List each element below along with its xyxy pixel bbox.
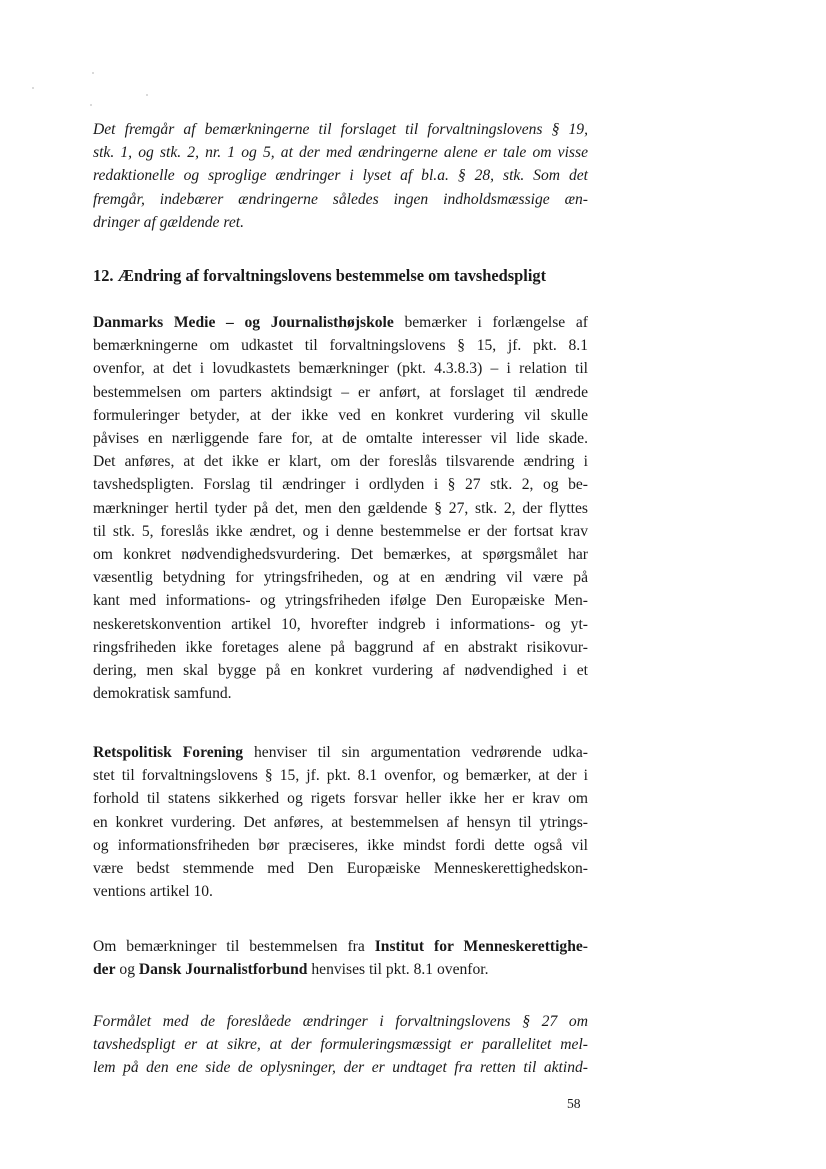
text-line: tavshedspligt er at sikre, at der formuleringsmæssigt er parallelitet mel- [93,1036,588,1054]
text-line: til stk. 5, foreslås ikke ændret, og i denne bestemmelse er der fortsat krav [93,522,588,540]
page-number: 58 [567,1096,581,1111]
text-fragment: Om bemærkninger til bestemmelsen fra [93,938,375,955]
text-fragment: bemærker i forlængelse af [393,314,588,331]
text-line: Det anføres, at det ikke er klart, om der foreslås tilsvarende ændring i [93,453,588,471]
text-line: ventions artikel 10. [93,883,213,901]
text-line: forhold til statens sikkerhed og rigets forsvar heller ikke her er krav om [93,790,588,808]
text-line: kant med informations- og ytringsfriheden ifølge Den Europæiske Men- [93,592,588,610]
text-line: ringsfriheden ikke foretages alene på baggrund af en abstrakt risikovur- [93,638,588,656]
text-line: formuleringer betyder, at der ikke ved en konkret vurdering vil skulle [93,406,588,424]
text-line: dering, men skal bygge på en konkret vurdering af nødvendighed i et [93,662,588,680]
text-line: dringer af gældende ret. [93,213,245,231]
text-line: mærkninger hertil tyder på det, men den gældende § 27, stk. 2, der flyttes [93,499,588,517]
text-line: om konkret nødvendighedsvurdering. Det bemærkes, at spørgsmålet har [93,546,588,564]
text-fragment: henvises til pkt. 8.1 ovenfor. [307,961,489,979]
bold-organization: Institut for Menneskerettighe- [374,938,588,955]
text-line [93,958,588,981]
text-line: tavshedspligten. Forslag til ændringer i ordlyden i § 27 stk. 2, og be- [93,476,588,494]
text-line: redaktionelle og sproglige ændringer i lyset af bl.a. § 28, stk. Som det [93,167,588,185]
paragraph-4 [93,935,588,981]
text-line: væsentlig betydning for ytringsfriheden, og at en ændring vil være på [93,569,588,587]
text-line: neskeretskonvention artikel 10, hvorefter indgreb i informations- og yt- [93,615,588,633]
text-line: stk. 1, og stk. 2, nr. 1 og 5, at der med ændringerne alene er tale om visse [93,144,588,162]
section-heading: 12. Ændring af forvaltningslovens bestemmelse om tavshedspligt [93,266,547,285]
text-line: lem på den ene side de oplysninger, der er undtaget fra retten til aktind- [93,1059,588,1077]
bold-organization: der [93,961,116,979]
text-line: demokratisk samfund. [93,685,232,703]
text-line: en konkret vurdering. Det anføres, at bestemmelsen af hensyn til ytrings- [93,813,588,831]
paragraph-2 [93,311,588,705]
text-line: bemærkningerne om udkastet til forvaltningslovens § 15, jf. pkt. 8.1 [93,337,588,355]
text-line: Det fremgår af bemærkningerne til forslaget til forvaltningslovens § 19, [93,121,588,138]
text-line [93,741,588,764]
text-line: bestemmelsen om parters aktindsigt – er anført, at forslaget til ændrede [93,383,588,401]
text-line [93,935,588,958]
text-fragment: og [115,961,139,979]
paragraph-1 [93,118,588,234]
bold-organization: Danmarks Medie – og Journalisthøjskole [93,314,394,331]
text-line: påvises en nærliggende fare for, at de omtalte interesser vil lide skade. [93,430,588,448]
text-line: være bedst stemmende med Den Europæiske Menneskerettighedskon- [93,860,588,878]
text-fragment: henviser til sin argumentation vedrørende udka- [243,744,588,761]
paragraph-3 [93,741,588,903]
text-line: og informationsfriheden bør præciseres, ikke mindst fordi dette også vil [93,836,588,854]
text-line: ovenfor, at det i lovudkastets bemærkninger (pkt. 4.3.8.3) – i relation til [93,360,588,378]
text-line [93,311,588,334]
paragraph-5 [93,1010,588,1080]
bold-organization: Dansk Journalistforbund [138,961,308,979]
bold-organization: Retspolitisk Forening [93,744,244,761]
text-line: stet til forvaltningslovens § 15, jf. pkt. 8.1 ovenfor, og bemærker, at der i [93,767,588,785]
text-line: fremgår, indebærer ændringerne således ingen indholdsmæssige æn- [93,190,588,208]
text-line: Formålet med de foreslåede ændringer i forvaltningslovens § 27 om [93,1013,588,1030]
